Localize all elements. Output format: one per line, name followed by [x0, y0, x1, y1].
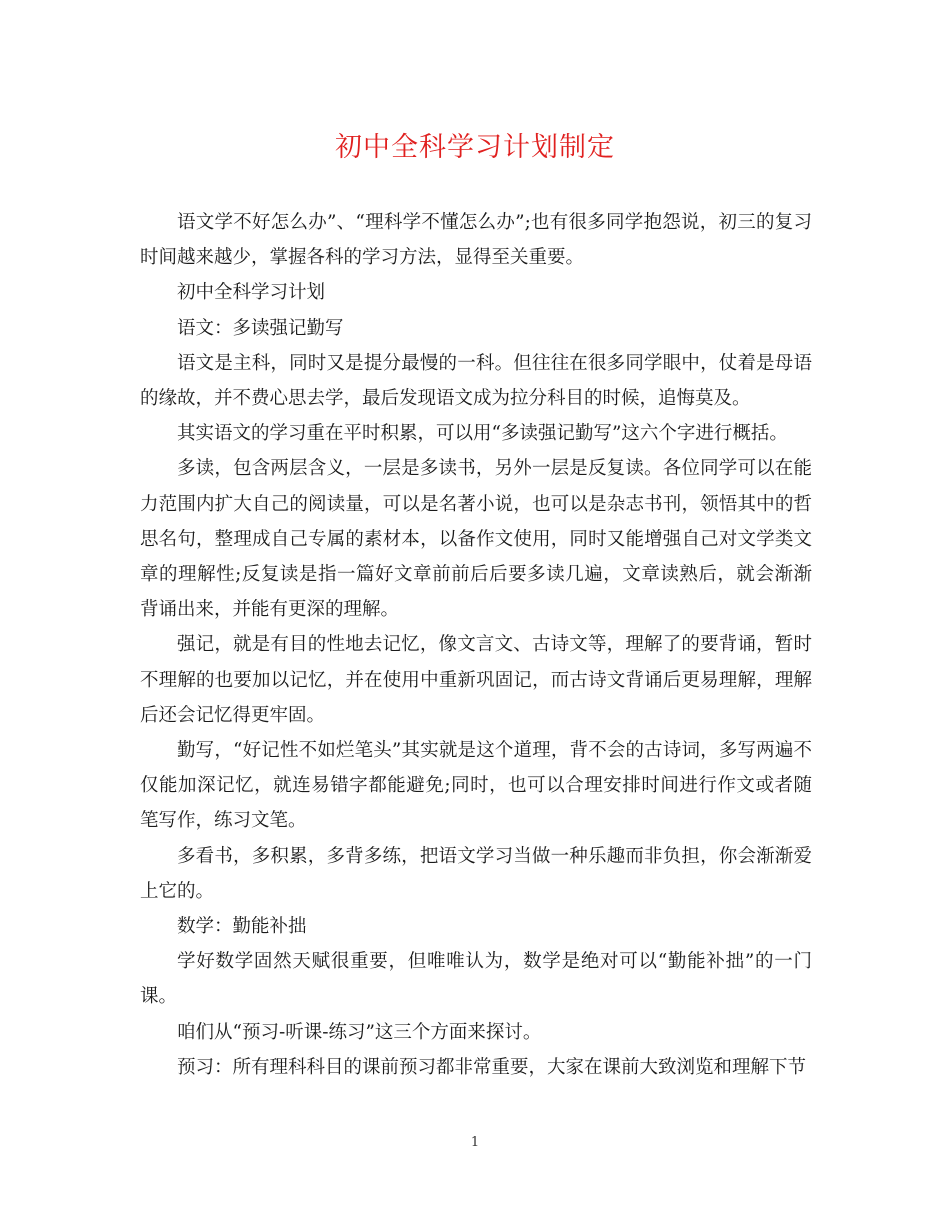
paragraph-read-more: 多读，包含两层含义，一层是多读书，另外一层是反复读。各位同学可以在能力范围内扩大自己的阅读量，可以是名著小说，也可以是杂志书刊，领悟其中的哲思名句，整理成自己专属的素材本，以备作文使用，同时又能增强自己对文学类文章的理解性;反复读是指一篇好文章前前后后要多读几遍，文章读熟后，就会渐渐背诵出来，并能有更深的理解。	[140, 458, 812, 621]
document-title: 初中全科学习计划制定	[335, 132, 615, 163]
paragraph-intro: 语文学不好怎么办”、“理科学不懂怎么办”;也有很多同学抱怨说，初三的复习时间越来越少，掌握各科的学习方法，显得至关重要。	[140, 212, 812, 269]
paragraph-chinese-conclusion: 多看书，多积累，多背多练，把语文学习当做一种乐趣而非负担，你会渐渐爱上它的。	[140, 845, 812, 902]
paragraph-chinese-importance: 语文是主科，同时又是提分最慢的一科。但往往在很多同学眼中，仗着是母语的缘故，并不费心思去学，最后发现语文成为拉分科目的时候，追悔莫及。	[140, 352, 812, 410]
subheading-chinese: 语文：多读强记勤写	[177, 317, 344, 339]
subheading-math: 数学：勤能补拙	[177, 916, 307, 938]
paragraph-preview: 预习：所有理科科目的课前预习都非常重要，大家在课前大致浏览和理解下节	[177, 1056, 807, 1078]
paragraph-write-often: 勤写，“好记性不如烂笔头”其实就是这个道理，背不会的古诗词，多写两遍不仅能加深记忆，就连易错字都能避免;同时，也可以合理安排时间进行作文或者随笔写作，练习文笔。	[140, 740, 812, 832]
paragraph-chinese-summary: 其实语文的学习重在平时积累，可以用“多读强记勤写”这六个字进行概括。	[177, 423, 788, 445]
section-heading-plan: 初中全科学习计划	[177, 282, 326, 304]
paragraph-math-intro: 学好数学固然天赋很重要，但唯唯认为，数学是绝对可以“勤能补拙”的一门课。	[140, 951, 812, 1008]
document-body	[140, 205, 812, 1085]
paragraph-math-aspects: 咱们从“预习-听课-练习”这三个方面来探讨。	[177, 1021, 542, 1043]
paragraph-memorize: 强记，就是有目的性地去记忆，像文言文、古诗文等，理解了的要背诵，暂时不理解的也要加以记忆，并在使用中重新巩固记，而古诗文背诵后更易理解，理解后还会记忆得更牢固。	[140, 634, 812, 726]
page-number: 1	[470, 1135, 480, 1150]
